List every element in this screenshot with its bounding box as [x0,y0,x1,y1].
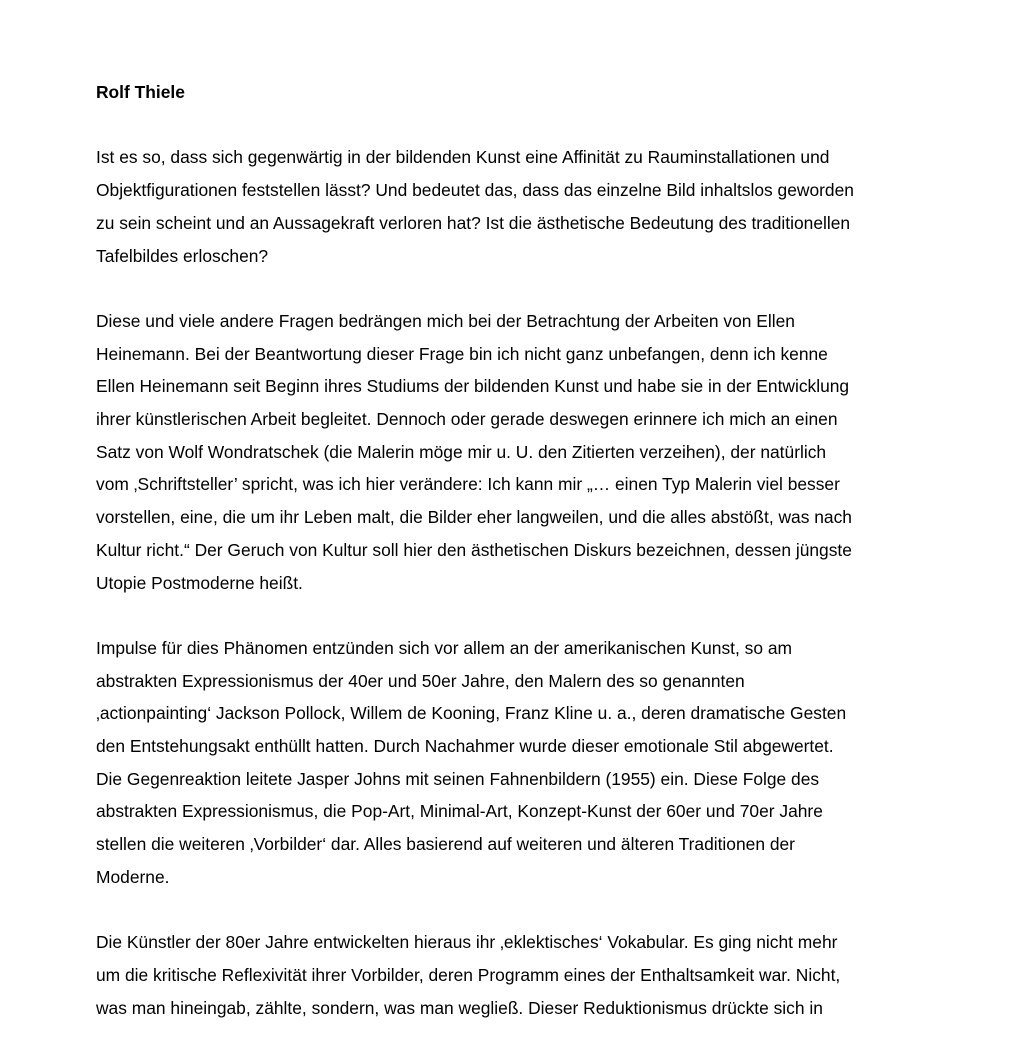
text-line: was man hineingab, zählte, sondern, was man wegließ. Dieser Reduktionismus drückte sich in [96,997,823,1018]
text-line: vorstellen, eine, die um ihr Leben malt, die Bilder eher langweilen, und die alles abstößt, was nach [96,507,852,528]
text-line: zu sein scheint und an Aussagekraft verloren hat? Ist die ästhetische Bedeutung des traditionellen [96,212,851,233]
paragraph-4 [96,926,932,1024]
text-line: Objektfigurationen feststellen lässt? Und bedeutet das, dass das einzelne Bild inhaltslos geworden [96,180,854,201]
paragraph-1 [96,141,932,272]
text-line: Moderne. [96,866,170,887]
text-line: Ist es so, dass sich gegenwärtig in der bildenden Kunst eine Affinität zu Rauminstallationen und [96,147,830,168]
text-line: Ellen Heinemann seit Beginn ihres Studiums der bildenden Kunst und habe sie in der Entwicklung [96,376,850,397]
text-line: Satz von Wolf Wondratschek (die Malerin möge mir u. U. den Zitierten verzeihen), der natürlich [96,441,827,462]
text-line: Heinemann. Bei der Beantwortung dieser Frage bin ich nicht ganz unbefangen, denn ich kenne [96,343,828,364]
text-line: Tafelbildes erloschen? [96,245,269,266]
document-page [96,76,932,1057]
text-line: den Entstehungsakt enthüllt hatten. Durch Nachahmer wurde dieser emotionale Stil abgewertet. [96,736,834,757]
text-line: ‚actionpainting‘ Jackson Pollock, Willem de Kooning, Franz Kline u. a., deren dramatische Gesten [96,703,847,724]
text-line: abstrakten Expressionismus, die Pop-Art, Minimal-Art, Konzept-Kunst der 60er und 70er Jahre [96,801,823,822]
text-line: Impulse für dies Phänomen entzünden sich vor allem an der amerikanischen Kunst, so am [96,637,792,658]
text-line: Diese und viele andere Fragen bedrängen mich bei der Betrachtung der Arbeiten von Ellen [96,310,795,331]
text-line: Die Gegenreaktion leitete Jasper Johns mit seinen Fahnenbildern (1955) ein. Diese Folge des [96,768,820,789]
paragraph-2 [96,305,932,599]
author-name: Rolf Thiele [96,82,185,102]
text-line: ihrer künstlerischen Arbeit begleitet. Dennoch oder gerade deswegen erinnere ich mich an einen [96,409,838,429]
text-line: Die Künstler der 80er Jahre entwickelten hieraus ihr ‚eklektisches‘ Vokabular. Es ging nicht mehr [96,932,838,953]
paragraph-3 [96,632,932,894]
text-line: stellen die weiteren ‚Vorbilder‘ dar. Alles basierend auf weiteren und älteren Traditionen der [96,834,795,855]
text-line: vom ‚Schriftsteller’ spricht, was ich hier verändere: Ich kann mir „… einen Typ Malerin viel besser [96,474,840,495]
text-line: um die kritische Reflexivität ihrer Vorbilder, deren Programm eines der Enthaltsamkeit war. Nicht, [96,964,841,985]
text-line: Utopie Postmoderne heißt. [96,572,303,593]
text-line: Kultur richt.“ Der Geruch von Kultur soll hier den ästhetischen Diskurs bezeichnen, dessen jüngste [96,539,852,560]
text-line: abstrakten Expressionismus der 40er und 50er Jahre, den Malern des so genannten [96,670,745,691]
